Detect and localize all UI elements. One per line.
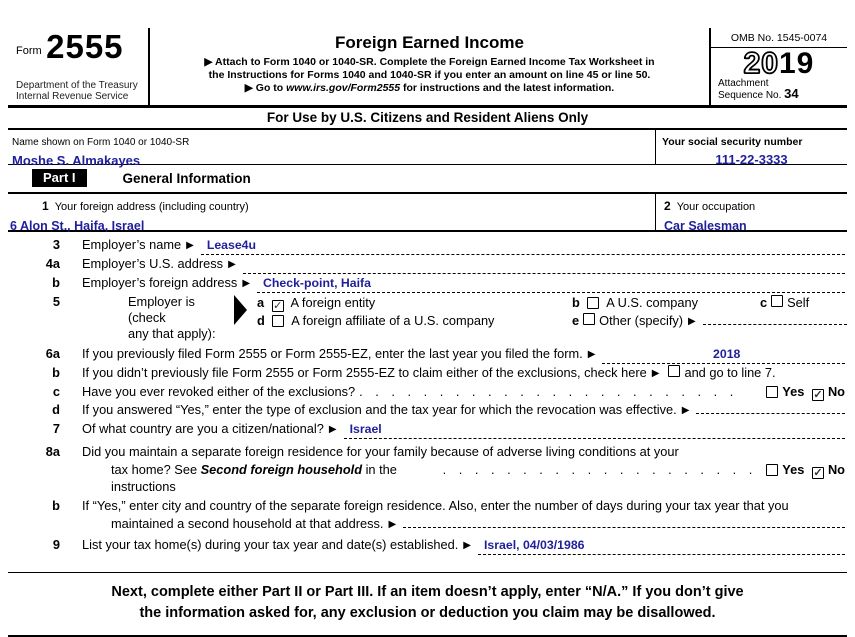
next-instruction-note	[8, 572, 847, 637]
form-number: 2555	[46, 28, 124, 65]
line5-label-1: Employer is (check	[128, 294, 195, 325]
line8a-text-2-post: in the instructions	[111, 462, 397, 494]
name-label: Name shown on Form 1040 or 1040-SR	[12, 137, 190, 148]
form-title: Foreign Earned Income	[335, 33, 524, 52]
line6c-number: c	[52, 384, 60, 399]
line8a-text-1: Did you maintain a separate foreign residence for your family because of adverse living conditions at your	[82, 444, 679, 459]
agency-line-2: Internal Revenue Service	[16, 91, 129, 102]
line8a-yesno	[756, 461, 845, 479]
check-icon: ✓	[273, 300, 283, 312]
part1-title: General Information	[122, 170, 251, 186]
checkbox-revoked-yes[interactable]	[766, 386, 778, 398]
line6d-row	[8, 401, 847, 420]
line6d-number: d	[52, 402, 60, 417]
line6a-text: If you previously filed Form 2555 or Form 2555-EZ, enter the last year you filed the form.	[82, 346, 583, 361]
line1-label: Your foreign address (including country)	[54, 201, 249, 213]
attach-instruction-1: ▶ Attach to Form 1040 or 1040-SR. Complete the Foreign Earned Income Tax Worksheet in	[204, 56, 655, 68]
line6b-text: If you didn’t previously file Form 2555 or Form 2555-EZ to claim either of the exclusions, check here	[82, 365, 647, 380]
checkbox-revoked-no[interactable]	[812, 389, 824, 401]
option-e-label: Other (specify)	[599, 313, 684, 328]
no-label: No	[827, 384, 845, 399]
line8b-text-2: maintained a second household at that address.	[111, 516, 384, 531]
option-d	[257, 312, 572, 329]
line8b-row-1	[8, 497, 847, 515]
sequence-label: Sequence No.	[718, 90, 785, 101]
name-cell	[8, 130, 655, 168]
goto-prefix: ▶ Go to	[244, 82, 287, 94]
yes-label: Yes	[782, 384, 805, 399]
option-b-label: A U.S. company	[606, 295, 699, 310]
checkbox-did-not-file[interactable]	[668, 365, 680, 377]
name-field[interactable]: Moshe S. Almakayes	[12, 153, 141, 168]
line7-text: Of what country are you a citizen/national?	[82, 421, 324, 436]
right-arrow-icon: ▶	[681, 405, 690, 416]
right-arrow-icon: ▶	[228, 259, 236, 270]
general-information-lines	[8, 232, 847, 555]
line8a-text-2	[36, 461, 439, 495]
use-banner: For Use by U.S. Citizens and Resident Aliens Only	[8, 108, 847, 130]
tax-year-digits: 19	[779, 47, 815, 80]
right-arrow-icon: ▶	[463, 540, 471, 551]
line4a-row	[8, 255, 847, 274]
employer-foreign-address-value: Check-point, Haifa	[263, 276, 371, 290]
employer-us-address-value	[243, 257, 249, 271]
line1-number: 1	[42, 199, 49, 213]
tax-homes-field[interactable]	[478, 536, 845, 555]
check-icon: ✓	[813, 467, 823, 479]
line3-row	[8, 236, 847, 255]
form-id-block	[8, 28, 150, 105]
line6b-row	[8, 364, 847, 383]
line1-line2-row	[8, 194, 847, 232]
line5-options-row-1	[257, 294, 847, 312]
right-arrow-icon: ▶	[651, 368, 660, 379]
line6c-text: Have you ever revoked either of the exclusions?	[82, 384, 356, 399]
line6a-number: 6a	[45, 346, 60, 361]
dot-leader: . . . . . . . . . . . . . . . . . . . . . . . .	[359, 384, 734, 399]
option-e	[572, 312, 847, 331]
line5-label	[128, 294, 232, 342]
form-title-block	[150, 28, 709, 105]
omb-year-block	[709, 28, 847, 105]
right-arrow-icon: ▶	[186, 240, 194, 251]
line3-number: 3	[52, 237, 60, 252]
line5-options-row-2	[257, 312, 847, 331]
employer-name-value: Lease4u	[206, 238, 257, 252]
occupation-field[interactable]: Car Salesman	[664, 219, 747, 233]
ssn-label: Your social security number	[662, 136, 803, 148]
line4b-label: Employer’s foreign address	[82, 275, 238, 290]
option-b	[572, 294, 760, 311]
dot-leader: . . . . . . . . . . . . . . . . . . . .	[442, 462, 753, 477]
line4a-number: 4a	[45, 256, 60, 271]
line9-number: 9	[52, 537, 60, 552]
line6c-row	[8, 383, 847, 401]
line9-text: List your tax home(s) during your tax year and date(s) established.	[82, 537, 459, 552]
line6c-yesno	[756, 383, 845, 401]
line6a-row	[8, 345, 847, 364]
right-arrow-icon: ▶	[242, 278, 251, 289]
line8b-number: b	[52, 498, 60, 513]
option-e-letter: e	[572, 313, 580, 328]
right-arrow-icon: ▶	[587, 349, 596, 360]
line6b-suffix: and go to line 7.	[684, 365, 776, 380]
identity-row	[8, 130, 847, 168]
no-label: No	[827, 462, 845, 477]
checkbox-separate-residence-no[interactable]	[812, 467, 824, 479]
checkbox-us-company[interactable]	[587, 297, 599, 309]
occupation-cell	[655, 194, 847, 233]
last-year-filed-field[interactable]	[602, 345, 845, 364]
line4b-row	[8, 274, 847, 293]
line2-label: Your occupation	[676, 201, 756, 213]
note-line-1: Next, complete either Part II or Part III. If an item doesn’t apply, enter “N/A.” If you don’t give	[111, 584, 744, 600]
line4b-number: b	[52, 275, 60, 290]
tax-year-century: 20	[743, 47, 779, 80]
irs-url: www.irs.gov/Form2555	[286, 82, 401, 94]
other-specify-field[interactable]	[703, 324, 847, 325]
line7-row	[8, 420, 847, 439]
note-line-2: the information asked for, any exclusion or deduction you claim may be disallowed.	[139, 605, 716, 621]
tax-year	[711, 48, 847, 79]
checkbox-self[interactable]	[771, 295, 783, 307]
second-foreign-household-term: Second foreign household	[200, 462, 363, 477]
checkbox-other[interactable]	[583, 313, 595, 325]
form-header	[8, 28, 847, 108]
checkbox-foreign-entity[interactable]	[272, 300, 284, 312]
part1-badge: Part I	[32, 169, 87, 187]
checkbox-foreign-affiliate[interactable]	[272, 315, 284, 327]
line8b-text-1: If “Yes,” enter city and country of the separate foreign residence. Also, enter the number of days during your tax year that you	[82, 498, 789, 513]
line5-options	[257, 294, 847, 342]
second-household-field[interactable]	[403, 527, 845, 528]
goto-instruction	[150, 82, 709, 95]
option-d-label: A foreign affiliate of a U.S. company	[291, 313, 495, 328]
part1-heading	[8, 165, 847, 194]
check-icon: ✓	[813, 389, 823, 401]
ssn-field[interactable]: 111-22-3333	[715, 152, 788, 167]
revocation-field[interactable]	[696, 413, 845, 414]
line5-row	[8, 294, 847, 342]
omb-number: OMB No. 1545-0074	[711, 28, 847, 48]
option-a	[257, 294, 572, 312]
foreign-address-cell	[8, 194, 655, 233]
big-right-arrow-icon	[234, 295, 247, 325]
line8a-row-2	[8, 461, 847, 495]
line8a-text-2-pre: tax home? See	[111, 462, 201, 477]
employer-name-field[interactable]	[201, 236, 845, 255]
last-year-filed-value: 2018	[713, 347, 741, 361]
tax-homes-value: Israel, 04/03/1986	[483, 538, 585, 552]
foreign-address-field[interactable]: 6 Alon St., Haifa, Israel	[10, 219, 145, 233]
agency-line-1: Department of the Treasury	[16, 80, 138, 91]
option-a-label: A foreign entity	[290, 295, 376, 310]
line2-number: 2	[664, 199, 671, 213]
option-d-letter: d	[257, 313, 265, 328]
option-b-letter: b	[572, 295, 580, 310]
sequence-number: 34	[784, 86, 799, 101]
employer-foreign-address-field[interactable]	[257, 274, 845, 293]
ssn-cell	[655, 130, 847, 167]
option-c-letter: c	[760, 295, 768, 310]
option-a-letter: a	[257, 295, 265, 310]
yes-label: Yes	[782, 462, 805, 477]
citizenship-value: Israel	[349, 422, 382, 436]
line3-label: Employer’s name	[82, 237, 182, 252]
attach-instruction-2: the Instructions for Forms 1040 and 1040-SR if you enter an amount on line 45 or line 50.	[208, 69, 651, 81]
citizenship-field[interactable]	[344, 420, 845, 439]
right-arrow-icon: ▶	[688, 316, 696, 327]
line7-number: 7	[52, 421, 60, 436]
option-c-label: Self	[787, 295, 810, 310]
line6b-number: b	[52, 365, 60, 380]
right-arrow-icon: ▶	[328, 424, 337, 435]
attachment-word: Attachment	[718, 78, 769, 89]
goto-suffix: for instructions and the latest information.	[400, 82, 615, 94]
employer-us-address-field[interactable]	[243, 255, 845, 274]
option-c	[760, 294, 847, 311]
line5-label-2: any that apply):	[128, 326, 216, 341]
line8a-number: 8a	[45, 444, 60, 459]
line4a-label: Employer’s U.S. address	[82, 256, 224, 271]
checkbox-separate-residence-yes[interactable]	[766, 464, 778, 476]
line5-number: 5	[52, 294, 60, 309]
form-word: Form	[16, 45, 42, 57]
line8a-row-1	[8, 443, 847, 461]
line8b-row-2	[8, 515, 847, 534]
agency-block	[16, 80, 138, 102]
line6d-text: If you answered “Yes,” enter the type of exclusion and the tax year for which the revocation was effective.	[82, 402, 677, 417]
right-arrow-icon: ▶	[388, 519, 397, 530]
attachment-sequence	[711, 79, 847, 101]
line9-row	[8, 536, 847, 555]
